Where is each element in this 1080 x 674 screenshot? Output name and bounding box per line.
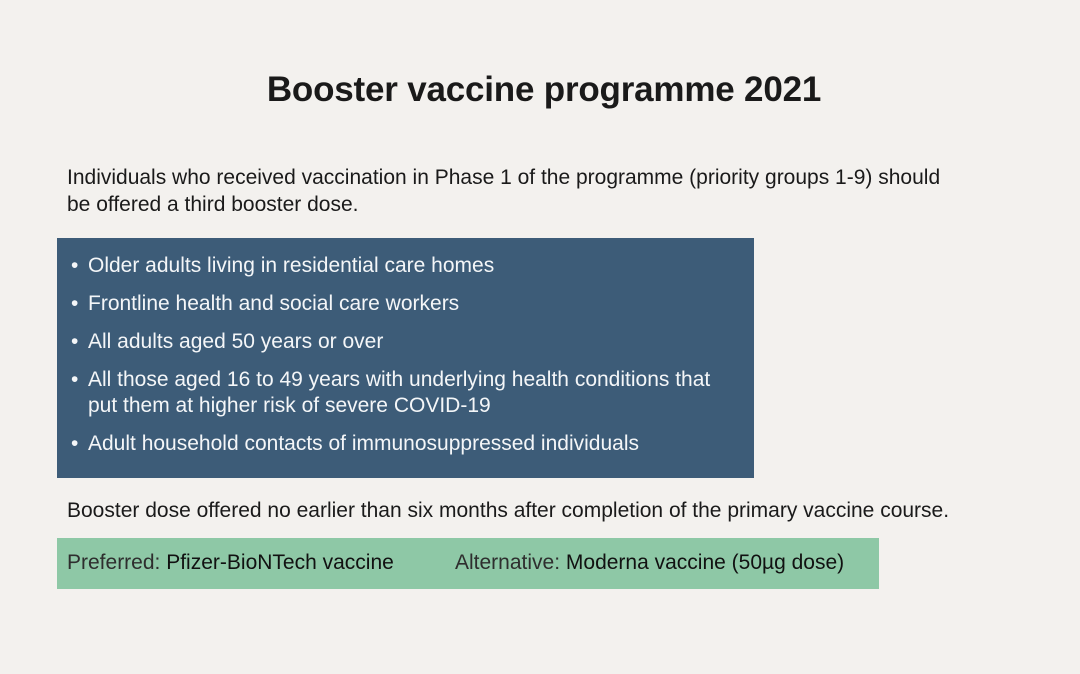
preferred-label: Preferred:: [67, 551, 161, 574]
preferred-vaccine: [67, 551, 394, 574]
vaccine-options-box: [57, 538, 879, 589]
bullet-icon: •: [71, 330, 79, 353]
intro-text: Individuals who received vaccination in Phase 1 of the programme (priority groups 1-9) should be offered a third booster dose.: [67, 166, 941, 216]
preferred-value: Pfizer-BioNTech vaccine: [166, 551, 394, 574]
list-item: [71, 431, 736, 457]
bullet-icon: •: [71, 368, 79, 391]
priority-groups-box: [57, 238, 754, 478]
list-item-text: Older adults living in residential care homes: [88, 254, 495, 277]
bullet-icon: •: [71, 254, 79, 277]
list-item: [71, 329, 736, 355]
list-item: [71, 367, 736, 419]
list-item: [71, 253, 736, 279]
list-item-text: Frontline health and social care workers: [88, 292, 460, 315]
list-item-text: All adults aged 50 years or over: [88, 330, 384, 353]
booster-timing-note: Booster dose offered no earlier than six months after completion of the primary vaccine course.: [67, 499, 950, 522]
priority-groups-list: [71, 253, 736, 457]
alternative-label: Alternative:: [455, 551, 561, 574]
bullet-icon: •: [71, 292, 79, 315]
alternative-value: Moderna vaccine (50µg dose): [565, 551, 845, 574]
list-item: [71, 291, 736, 317]
slide-title: Booster vaccine programme 2021: [266, 70, 822, 109]
list-item-text: All those aged 16 to 49 years with underlying health conditions that put them at higher risk of severe COVID-19: [88, 368, 711, 417]
bullet-icon: •: [71, 432, 79, 455]
alternative-vaccine: [455, 549, 844, 576]
list-item-text: Adult household contacts of immunosuppressed individuals: [88, 432, 639, 455]
